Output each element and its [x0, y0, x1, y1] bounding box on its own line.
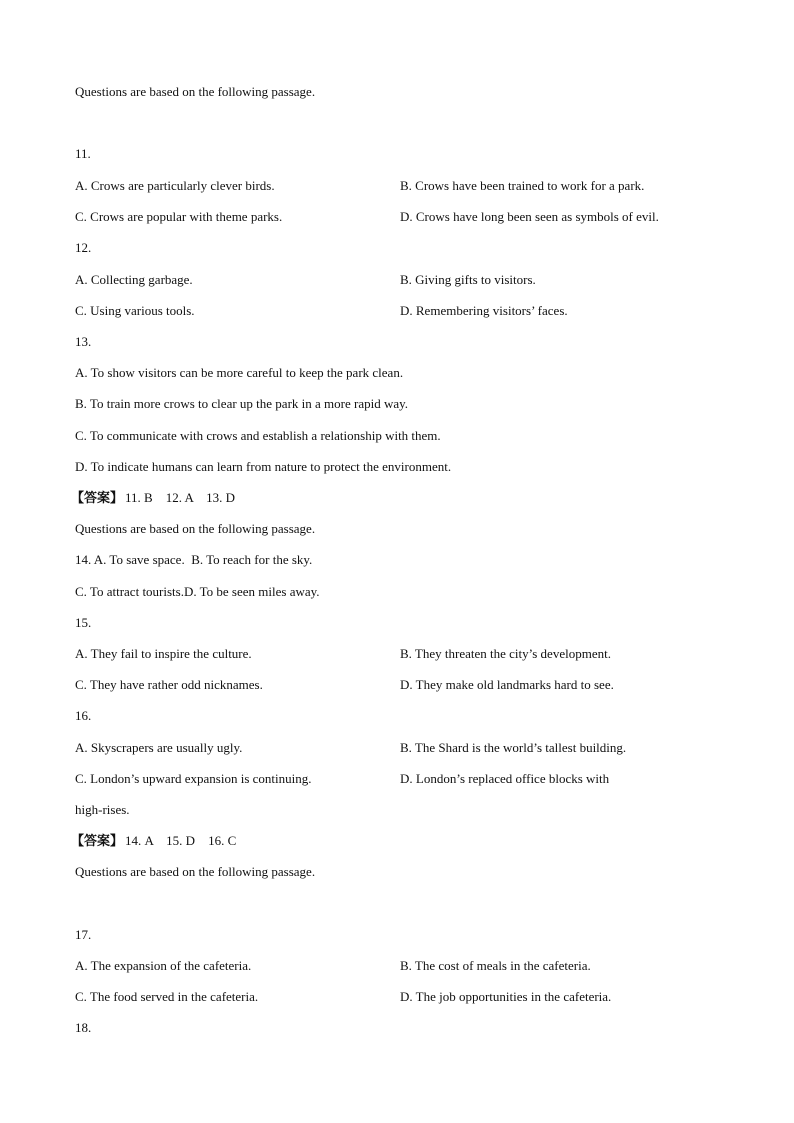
question-number [75, 1020, 91, 1036]
option-row [75, 365, 403, 381]
q16-option-d: D. London’s replaced office blocks with [400, 771, 610, 786]
q16-option-d-continued: high-rises. [75, 802, 130, 817]
question-13-number: 13. [75, 334, 92, 349]
answer-key [71, 490, 236, 506]
q11-option-b: B. Crows have been trained to work for a park. [400, 178, 645, 193]
question-12-number: 12. [75, 240, 92, 255]
q14-line-1: 14. A. To save space. B. To reach for the sky. [75, 552, 313, 567]
q16-option-a: A. Skyscrapers are usually ugly. [75, 740, 243, 755]
answer-values: 14. A 15. D 16. C [125, 833, 237, 848]
option-row [75, 802, 130, 818]
q11-option-c: C. Crows are popular with theme parks. [75, 209, 283, 224]
q12-option-d: D. Remembering visitors’ faces. [400, 303, 568, 318]
option-row [75, 459, 451, 475]
answer-key [71, 833, 237, 849]
question-15-number: 15. [75, 615, 92, 630]
q13-option-b: B. To train more crows to clear up the park in a more rapid way. [75, 396, 409, 411]
q17-option-b: B. The cost of meals in the cafeteria. [400, 958, 591, 973]
question-17-number: 17. [75, 927, 92, 942]
q11-option-a: A. Crows are particularly clever birds. [75, 178, 275, 193]
passage-intro [75, 521, 315, 537]
question-number [75, 927, 91, 943]
q11-option-d: D. Crows have long been seen as symbols of evil. [400, 209, 659, 224]
question-number [75, 615, 91, 631]
question-16-number: 16. [75, 708, 92, 723]
passage-intro-text: Questions are based on the following passage. [75, 521, 316, 536]
question-number [75, 708, 91, 724]
passage-intro-text: Questions are based on the following passage. [75, 864, 316, 879]
q17-option-d: D. The job opportunities in the cafeteria. [400, 989, 612, 1004]
q12-option-c: C. Using various tools. [75, 303, 195, 318]
question-11-number: 11. [75, 146, 91, 161]
passage-intro-text: Questions are based on the following passage. [75, 84, 316, 99]
q16-option-c: C. London’s upward expansion is continuing. [75, 771, 312, 786]
passage-intro [75, 84, 315, 100]
answer-tag: 【答案】 [71, 833, 124, 848]
question-number [75, 334, 91, 350]
answer-values: 11. B 12. A 13. D [125, 490, 236, 505]
q13-option-c: C. To communicate with crows and establish a relationship with them. [75, 428, 441, 443]
question-number [75, 146, 91, 162]
passage-intro [75, 864, 315, 880]
option-row [75, 428, 441, 444]
q15-option-d: D. They make old landmarks hard to see. [400, 677, 614, 692]
q17-option-a: A. The expansion of the cafeteria. [75, 958, 252, 973]
option-row [75, 396, 408, 412]
option-row [75, 584, 320, 600]
q13-option-d: D. To indicate humans can learn from nature to protect the environment. [75, 459, 452, 474]
q12-option-a: A. Collecting garbage. [75, 272, 193, 287]
answer-tag: 【答案】 [71, 490, 124, 505]
q15-option-b: B. They threaten the city’s development. [400, 646, 611, 661]
q15-option-a: A. They fail to inspire the culture. [75, 646, 252, 661]
question-18-number: 18. [75, 1020, 92, 1035]
q12-option-b: B. Giving gifts to visitors. [400, 272, 536, 287]
q15-option-c: C. They have rather odd nicknames. [75, 677, 263, 692]
option-row [75, 552, 312, 568]
q14-line-2: C. To attract tourists.D. To be seen miles away. [75, 584, 320, 599]
q13-option-a: A. To show visitors can be more careful to keep the park clean. [75, 365, 404, 380]
q17-option-c: C. The food served in the cafeteria. [75, 989, 259, 1004]
q16-option-b: B. The Shard is the world’s tallest building. [400, 740, 627, 755]
question-number [75, 240, 91, 256]
